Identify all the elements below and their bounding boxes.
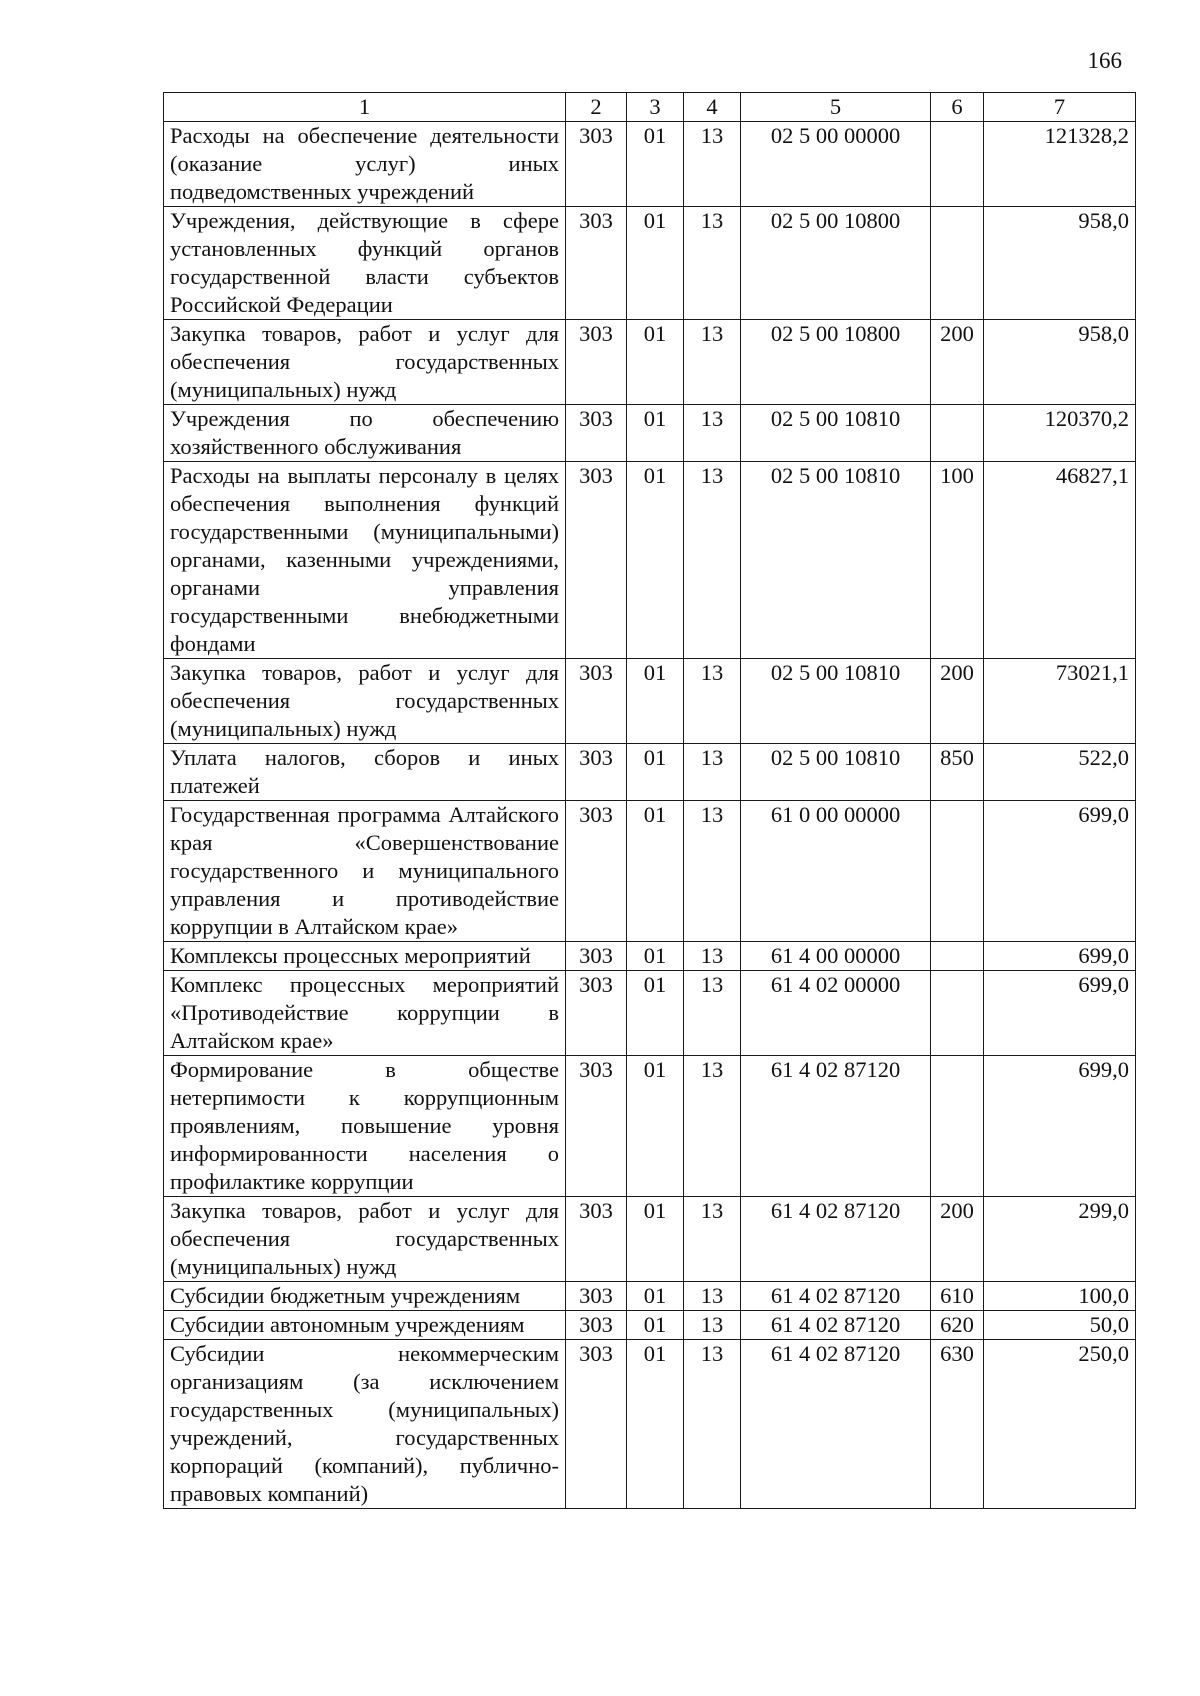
expense-name-cell: Учреждения, действующие в сфере установленных функций органов государственной власти субъектов Российской Федерации (164, 207, 566, 320)
amount-cell: 958,0 (984, 320, 1136, 405)
expense-type-cell: 200 (931, 320, 984, 405)
amount-cell: 100,0 (984, 1282, 1136, 1311)
target-article-cell: 61 4 02 87120 (741, 1311, 931, 1340)
section-code-cell: 01 (627, 1197, 684, 1282)
column-header: 7 (984, 93, 1136, 122)
section-code-cell: 01 (627, 207, 684, 320)
ministry-code-cell: 303 (566, 1311, 627, 1340)
table-row (164, 659, 1136, 744)
amount-cell: 522,0 (984, 744, 1136, 801)
budget-table (163, 92, 1136, 1509)
target-article-cell: 61 4 02 00000 (741, 971, 931, 1056)
expense-name-cell: Комплекс процессных мероприятий «Противодействие коррупции в Алтайском крае» (164, 971, 566, 1056)
section-code-cell: 01 (627, 462, 684, 659)
target-article-cell: 02 5 00 10800 (741, 207, 931, 320)
ministry-code-cell: 303 (566, 971, 627, 1056)
expense-type-cell (931, 1056, 984, 1197)
table-row (164, 1056, 1136, 1197)
section-code-cell: 01 (627, 971, 684, 1056)
column-header: 6 (931, 93, 984, 122)
expense-type-cell: 630 (931, 1340, 984, 1509)
table-row (164, 942, 1136, 971)
section-code-cell: 01 (627, 122, 684, 207)
target-article-cell: 02 5 00 00000 (741, 122, 931, 207)
column-header: 5 (741, 93, 931, 122)
expense-type-cell (931, 942, 984, 971)
table-row (164, 1340, 1136, 1509)
section-code-cell: 01 (627, 801, 684, 942)
table-row (164, 801, 1136, 942)
ministry-code-cell: 303 (566, 1056, 627, 1197)
table-row (164, 971, 1136, 1056)
section-code-cell: 01 (627, 320, 684, 405)
expense-name-cell: Уплата налогов, сборов и иных платежей (164, 744, 566, 801)
table-row (164, 207, 1136, 320)
section-code-cell: 01 (627, 659, 684, 744)
expense-name-cell: Расходы на обеспечение деятельности (оказание услуг) иных подведомственных учреждений (164, 122, 566, 207)
expense-name-cell: Комплексы процессных мероприятий (164, 942, 566, 971)
target-article-cell: 61 0 00 00000 (741, 801, 931, 942)
amount-cell: 699,0 (984, 971, 1136, 1056)
subsection-code-cell: 13 (684, 1056, 741, 1197)
section-code-cell: 01 (627, 405, 684, 462)
target-article-cell: 61 4 02 87120 (741, 1197, 931, 1282)
table-row (164, 1311, 1136, 1340)
subsection-code-cell: 13 (684, 320, 741, 405)
expense-type-cell (931, 801, 984, 942)
subsection-code-cell: 13 (684, 942, 741, 971)
amount-cell: 699,0 (984, 801, 1136, 942)
ministry-code-cell: 303 (566, 207, 627, 320)
table-row (164, 462, 1136, 659)
section-code-cell: 01 (627, 1282, 684, 1311)
expense-name-cell: Закупка товаров, работ и услуг для обеспечения государственных (муниципальных) нужд (164, 1197, 566, 1282)
expense-name-cell: Субсидии некоммерческим организациям (за исключением государственных (муниципальных) учреждений, государственных корпораций (компаний), публично-правовых компаний) (164, 1340, 566, 1509)
expense-type-cell: 200 (931, 1197, 984, 1282)
table-row (164, 405, 1136, 462)
section-code-cell: 01 (627, 1056, 684, 1197)
table-header-row (164, 93, 1136, 122)
ministry-code-cell: 303 (566, 320, 627, 405)
subsection-code-cell: 13 (684, 744, 741, 801)
expense-name-cell: Расходы на выплаты персоналу в целях обеспечения выполнения функций государственными (муниципальными) органами, казенными учреждениями, органами управления государственными внебюджетными фондами (164, 462, 566, 659)
ministry-code-cell: 303 (566, 1197, 627, 1282)
page-number: 166 (1087, 48, 1122, 73)
amount-cell: 299,0 (984, 1197, 1136, 1282)
subsection-code-cell: 13 (684, 1282, 741, 1311)
subsection-code-cell: 13 (684, 659, 741, 744)
target-article-cell: 02 5 00 10810 (741, 659, 931, 744)
expense-type-cell: 200 (931, 659, 984, 744)
subsection-code-cell: 13 (684, 971, 741, 1056)
expense-name-cell: Закупка товаров, работ и услуг для обеспечения государственных (муниципальных) нужд (164, 659, 566, 744)
table-body (164, 122, 1136, 1509)
amount-cell: 958,0 (984, 207, 1136, 320)
ministry-code-cell: 303 (566, 122, 627, 207)
ministry-code-cell: 303 (566, 942, 627, 971)
section-code-cell: 01 (627, 1311, 684, 1340)
target-article-cell: 61 4 02 87120 (741, 1282, 931, 1311)
amount-cell: 46827,1 (984, 462, 1136, 659)
target-article-cell: 02 5 00 10810 (741, 405, 931, 462)
expense-type-cell (931, 405, 984, 462)
section-code-cell: 01 (627, 744, 684, 801)
table-row (164, 744, 1136, 801)
expense-type-cell (931, 122, 984, 207)
column-header: 3 (627, 93, 684, 122)
ministry-code-cell: 303 (566, 801, 627, 942)
subsection-code-cell: 13 (684, 1311, 741, 1340)
column-header: 2 (566, 93, 627, 122)
ministry-code-cell: 303 (566, 744, 627, 801)
table-row (164, 122, 1136, 207)
subsection-code-cell: 13 (684, 405, 741, 462)
ministry-code-cell: 303 (566, 1340, 627, 1509)
target-article-cell: 61 4 00 00000 (741, 942, 931, 971)
expense-name-cell: Закупка товаров, работ и услуг для обеспечения государственных (муниципальных) нужд (164, 320, 566, 405)
subsection-code-cell: 13 (684, 1197, 741, 1282)
section-code-cell: 01 (627, 942, 684, 971)
ministry-code-cell: 303 (566, 405, 627, 462)
expense-type-cell: 610 (931, 1282, 984, 1311)
table-row (164, 1197, 1136, 1282)
amount-cell: 699,0 (984, 942, 1136, 971)
expense-name-cell: Государственная программа Алтайского края «Совершенствование государственного и муниципального управления и противодействие коррупции в Алтайском крае» (164, 801, 566, 942)
section-code-cell: 01 (627, 1340, 684, 1509)
subsection-code-cell: 13 (684, 462, 741, 659)
target-article-cell: 61 4 02 87120 (741, 1340, 931, 1509)
expense-name-cell: Субсидии автономным учреждениям (164, 1311, 566, 1340)
target-article-cell: 02 5 00 10810 (741, 744, 931, 801)
expense-type-cell: 100 (931, 462, 984, 659)
amount-cell: 120370,2 (984, 405, 1136, 462)
target-article-cell: 02 5 00 10810 (741, 462, 931, 659)
expense-type-cell: 620 (931, 1311, 984, 1340)
ministry-code-cell: 303 (566, 1282, 627, 1311)
expense-name-cell: Субсидии бюджетным учреждениям (164, 1282, 566, 1311)
subsection-code-cell: 13 (684, 801, 741, 942)
expense-name-cell: Формирование в обществе нетерпимости к коррупционным проявлениям, повышение уровня информированности населения о профилактике коррупции (164, 1056, 566, 1197)
ministry-code-cell: 303 (566, 462, 627, 659)
expense-type-cell (931, 207, 984, 320)
column-header: 1 (164, 93, 566, 122)
expense-type-cell: 850 (931, 744, 984, 801)
table-row (164, 320, 1136, 405)
column-header: 4 (684, 93, 741, 122)
table-row (164, 1282, 1136, 1311)
expense-type-cell (931, 971, 984, 1056)
target-article-cell: 61 4 02 87120 (741, 1056, 931, 1197)
subsection-code-cell: 13 (684, 1340, 741, 1509)
subsection-code-cell: 13 (684, 207, 741, 320)
amount-cell: 699,0 (984, 1056, 1136, 1197)
amount-cell: 250,0 (984, 1340, 1136, 1509)
amount-cell: 121328,2 (984, 122, 1136, 207)
subsection-code-cell: 13 (684, 122, 741, 207)
expense-name-cell: Учреждения по обеспечению хозяйственного обслуживания (164, 405, 566, 462)
ministry-code-cell: 303 (566, 659, 627, 744)
amount-cell: 50,0 (984, 1311, 1136, 1340)
amount-cell: 73021,1 (984, 659, 1136, 744)
target-article-cell: 02 5 00 10800 (741, 320, 931, 405)
